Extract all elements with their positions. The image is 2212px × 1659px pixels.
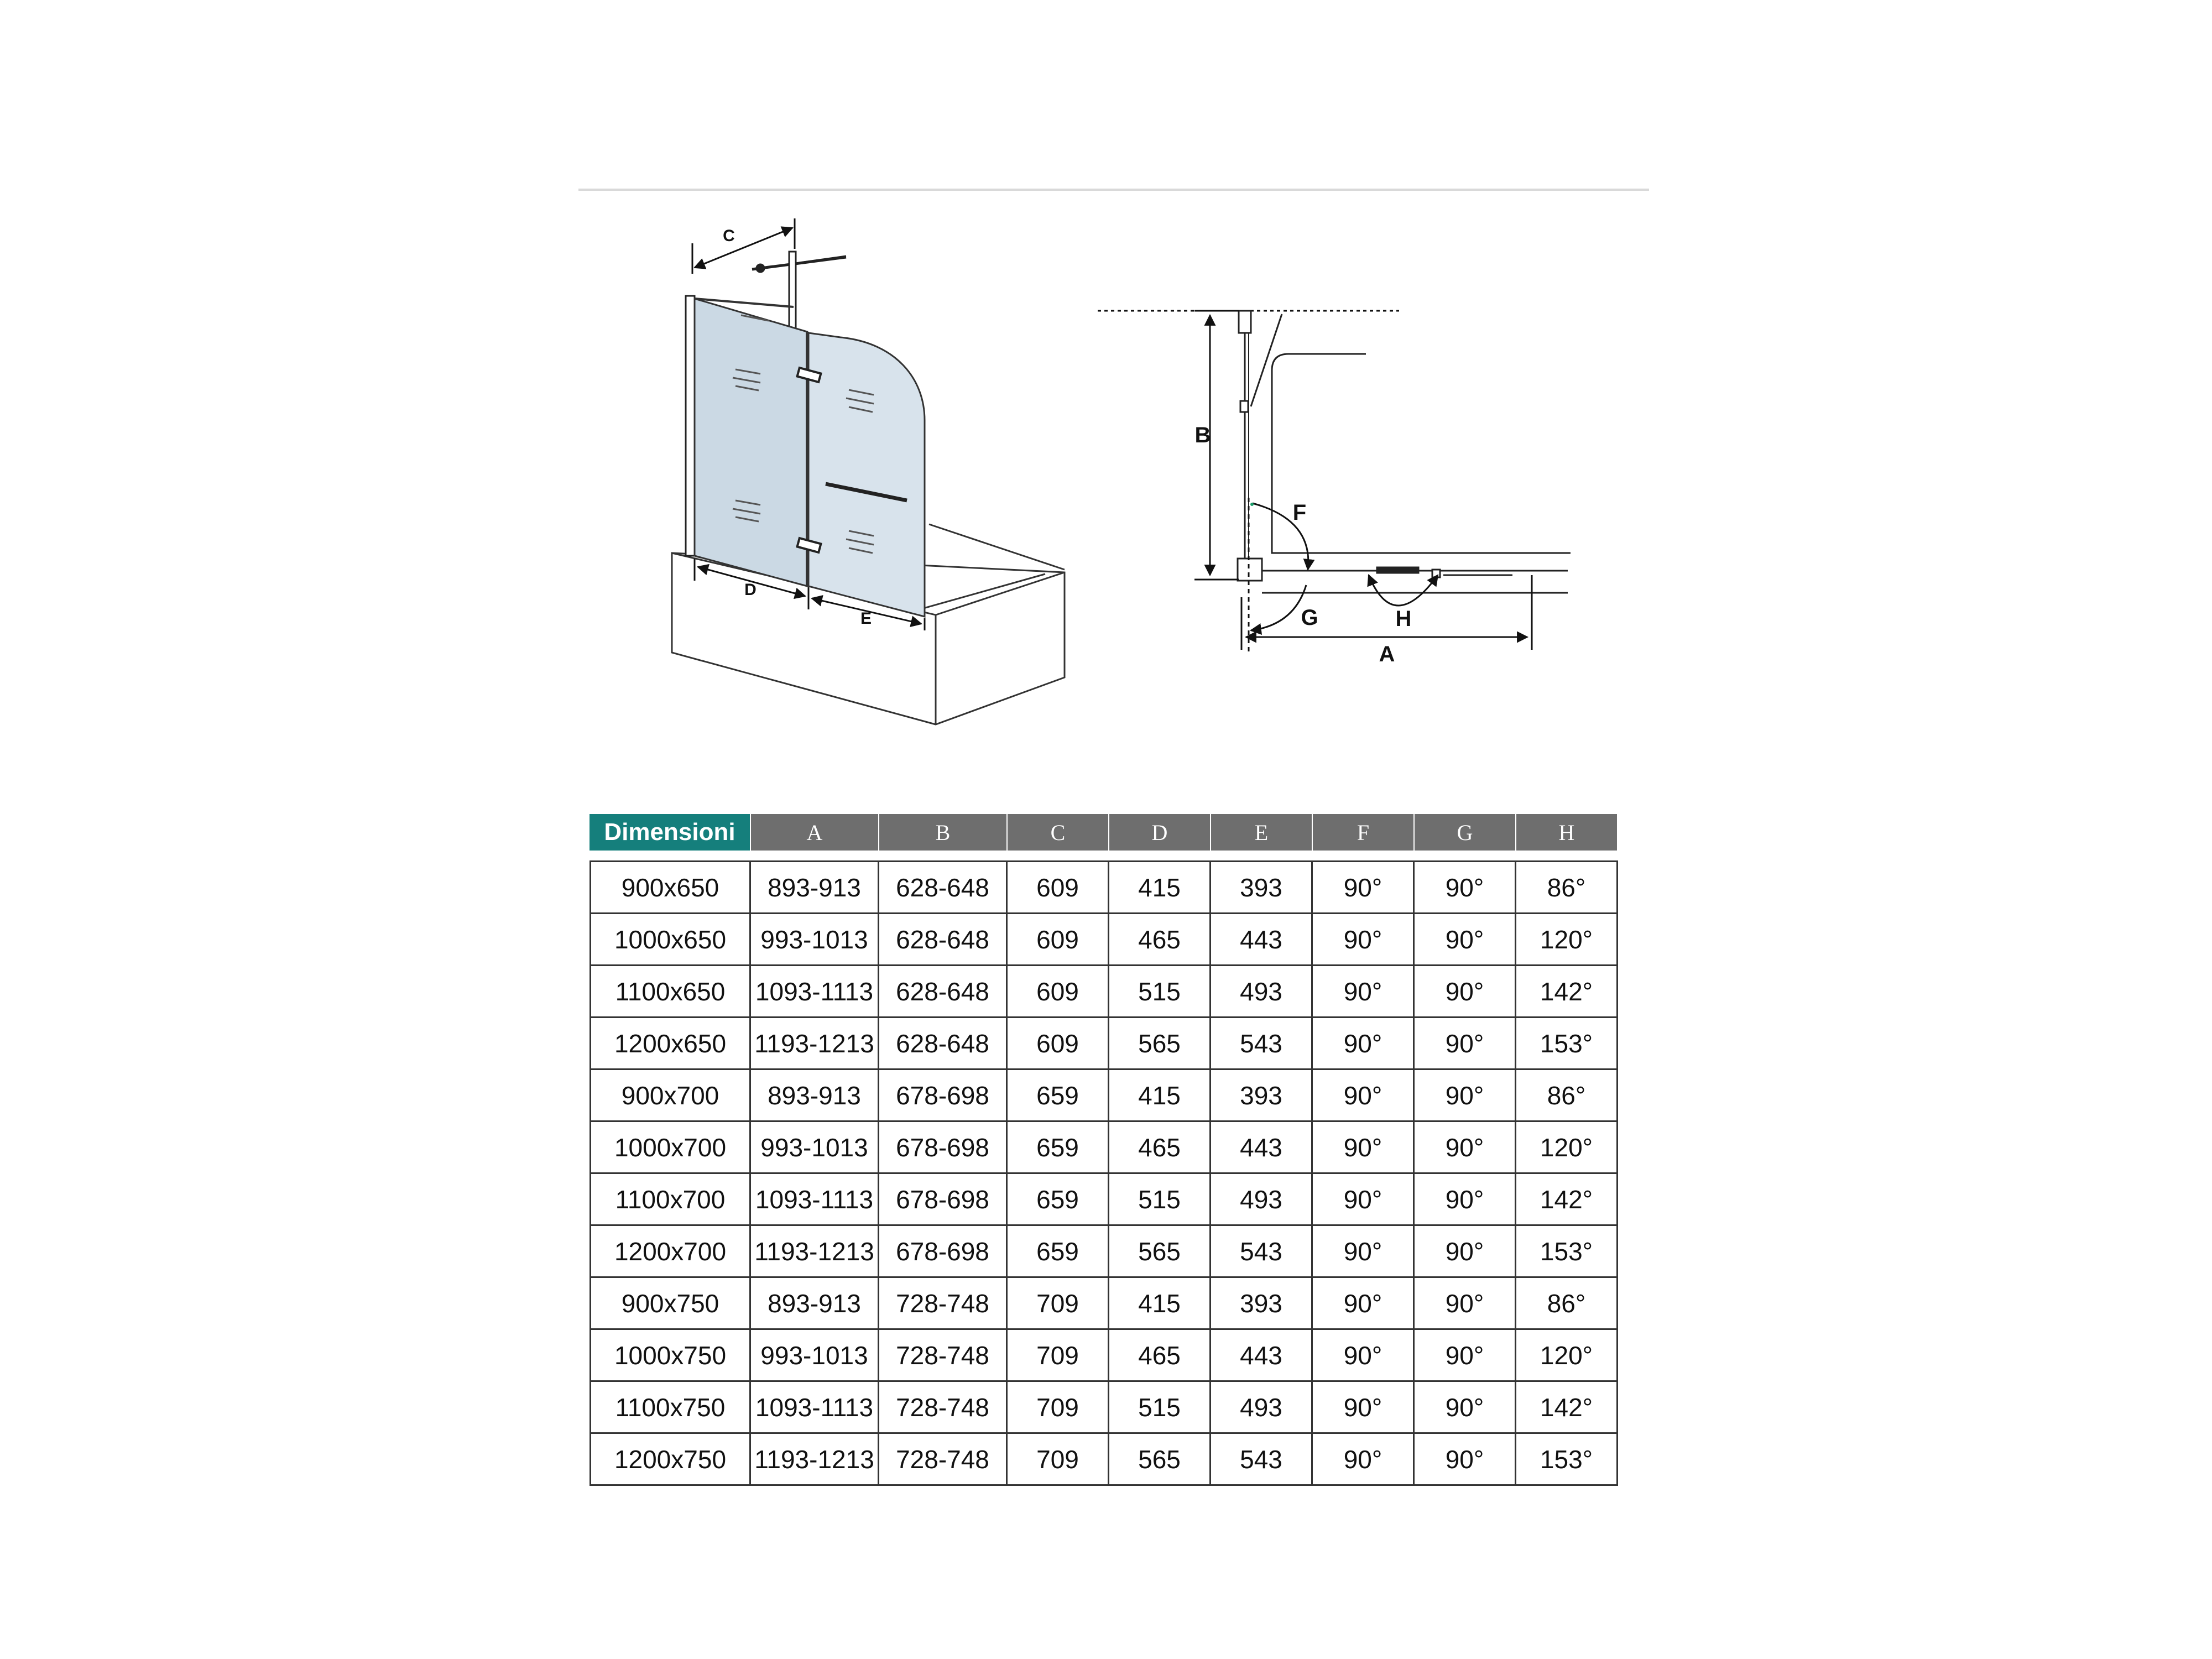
table-cell: 393 xyxy=(1211,1070,1313,1122)
table-cell: 153° xyxy=(1516,1434,1618,1486)
label-d: D xyxy=(744,581,757,599)
table-cell: 628-648 xyxy=(879,860,1008,914)
dimensions-table xyxy=(589,814,1618,1486)
table-cell: 90° xyxy=(1313,914,1415,966)
table-row xyxy=(589,860,1618,914)
table-cell: 543 xyxy=(1211,1434,1313,1486)
table-cell: 1093-1113 xyxy=(751,966,879,1018)
table-cell: 120° xyxy=(1516,1122,1618,1174)
table-cell: 443 xyxy=(1211,1330,1313,1382)
table-cell: 900x700 xyxy=(589,1070,751,1122)
table-cell: 893-913 xyxy=(751,860,879,914)
table-row xyxy=(589,1278,1618,1330)
table-cell: 628-648 xyxy=(879,1018,1008,1070)
table-cell: 415 xyxy=(1109,1278,1211,1330)
table-row xyxy=(589,1382,1618,1434)
support-bar xyxy=(752,256,846,272)
table-cell: 90° xyxy=(1313,1434,1415,1486)
table-cell: 465 xyxy=(1109,1330,1211,1382)
table-cell: 90° xyxy=(1313,966,1415,1018)
table-cell: 678-698 xyxy=(879,1070,1008,1122)
table-cell: 153° xyxy=(1516,1018,1618,1070)
column-header-dimensioni: Dimensioni xyxy=(589,814,751,851)
table-cell: 120° xyxy=(1516,1330,1618,1382)
table-cell: 90° xyxy=(1415,1330,1516,1382)
table-row xyxy=(589,1122,1618,1174)
table-cell: 728-748 xyxy=(879,1382,1008,1434)
table-cell: 90° xyxy=(1415,1278,1516,1330)
table-cell: 678-698 xyxy=(879,1174,1008,1226)
table-cell: 393 xyxy=(1211,1278,1313,1330)
table-cell: 728-748 xyxy=(879,1434,1008,1486)
table-row xyxy=(589,1226,1618,1278)
label-a: A xyxy=(1379,642,1395,664)
table-row xyxy=(589,1330,1618,1382)
table-cell: 1193-1213 xyxy=(751,1018,879,1070)
table-cell: 142° xyxy=(1516,1174,1618,1226)
table-cell: 90° xyxy=(1313,1018,1415,1070)
table-cell: 893-913 xyxy=(751,1278,879,1330)
column-header-e: E xyxy=(1211,814,1313,851)
column-header-h: H xyxy=(1516,814,1618,851)
table-cell: 90° xyxy=(1313,1226,1415,1278)
table-cell: 90° xyxy=(1415,1070,1516,1122)
table-cell: 678-698 xyxy=(879,1122,1008,1174)
table-cell: 90° xyxy=(1313,1122,1415,1174)
table-row xyxy=(589,1174,1618,1226)
table-cell: 709 xyxy=(1008,1278,1109,1330)
column-header-g: G xyxy=(1415,814,1516,851)
table-row xyxy=(589,1070,1618,1122)
screen-plan-diagram xyxy=(1092,299,1579,664)
table-cell: 86° xyxy=(1516,860,1618,914)
table-cell: 1000x750 xyxy=(589,1330,751,1382)
table-header-row xyxy=(589,814,1618,851)
table-cell: 90° xyxy=(1415,1382,1516,1434)
table-cell: 90° xyxy=(1313,860,1415,914)
table-cell: 90° xyxy=(1313,1174,1415,1226)
table-cell: 142° xyxy=(1516,1382,1618,1434)
table-row xyxy=(589,966,1618,1018)
table-row xyxy=(589,914,1618,966)
column-header-c: C xyxy=(1008,814,1109,851)
table-cell: 515 xyxy=(1109,1382,1211,1434)
table-cell: 728-748 xyxy=(879,1330,1008,1382)
table-cell: 1200x650 xyxy=(589,1018,751,1070)
table-cell: 709 xyxy=(1008,1382,1109,1434)
table-cell: 628-648 xyxy=(879,914,1008,966)
table-cell: 993-1013 xyxy=(751,1330,879,1382)
table-cell: 993-1013 xyxy=(751,914,879,966)
table-cell: 659 xyxy=(1008,1174,1109,1226)
table-cell: 443 xyxy=(1211,914,1313,966)
table-cell: 659 xyxy=(1008,1226,1109,1278)
table-cell: 90° xyxy=(1313,1382,1415,1434)
table-cell: 90° xyxy=(1415,1434,1516,1486)
table-cell: 659 xyxy=(1008,1070,1109,1122)
table-cell: 1000x650 xyxy=(589,914,751,966)
table-cell: 893-913 xyxy=(751,1070,879,1122)
label-f: F xyxy=(1292,500,1307,525)
column-header-f: F xyxy=(1313,814,1415,851)
table-cell: 415 xyxy=(1109,860,1211,914)
table-cell: 90° xyxy=(1415,914,1516,966)
table-cell: 900x650 xyxy=(589,860,751,914)
table-cell: 465 xyxy=(1109,914,1211,966)
table-cell: 1193-1213 xyxy=(751,1434,879,1486)
table-cell: 415 xyxy=(1109,1070,1211,1122)
top-divider xyxy=(578,189,1649,191)
table-cell: 1200x750 xyxy=(589,1434,751,1486)
table-cell: 90° xyxy=(1313,1070,1415,1122)
table-cell: 493 xyxy=(1211,966,1313,1018)
table-cell: 1100x700 xyxy=(589,1174,751,1226)
table-cell: 493 xyxy=(1211,1382,1313,1434)
table-cell: 1193-1213 xyxy=(751,1226,879,1278)
column-header-a: A xyxy=(751,814,879,851)
table-cell: 543 xyxy=(1211,1226,1313,1278)
table-cell: 120° xyxy=(1516,914,1618,966)
table-cell: 900x750 xyxy=(589,1278,751,1330)
table-cell: 709 xyxy=(1008,1434,1109,1486)
table-cell: 1100x650 xyxy=(589,966,751,1018)
table-cell: 1100x750 xyxy=(589,1382,751,1434)
angle-h xyxy=(1369,575,1438,606)
table-row xyxy=(589,1018,1618,1070)
table-cell: 90° xyxy=(1415,1174,1516,1226)
table-cell: 543 xyxy=(1211,1018,1313,1070)
table-cell: 993-1013 xyxy=(751,1122,879,1174)
table-cell: 90° xyxy=(1313,1278,1415,1330)
table-cell: 678-698 xyxy=(879,1226,1008,1278)
table-cell: 628-648 xyxy=(879,966,1008,1018)
table-cell: 1000x700 xyxy=(589,1122,751,1174)
table-cell: 609 xyxy=(1008,914,1109,966)
table-cell: 393 xyxy=(1211,860,1313,914)
table-cell: 493 xyxy=(1211,1174,1313,1226)
table-cell: 465 xyxy=(1109,1122,1211,1174)
table-cell: 515 xyxy=(1109,966,1211,1018)
table-cell: 90° xyxy=(1415,966,1516,1018)
table-cell: 565 xyxy=(1109,1018,1211,1070)
table-cell: 709 xyxy=(1008,1330,1109,1382)
table-cell: 153° xyxy=(1516,1226,1618,1278)
table-cell: 1093-1113 xyxy=(751,1174,879,1226)
table-cell: 609 xyxy=(1008,860,1109,914)
table-row xyxy=(589,1434,1618,1486)
label-e: E xyxy=(860,609,872,628)
table-cell: 90° xyxy=(1415,1122,1516,1174)
table-cell: 609 xyxy=(1008,1018,1109,1070)
column-header-d: D xyxy=(1109,814,1211,851)
label-h: H xyxy=(1395,607,1412,631)
screen-3d-diagram xyxy=(661,205,1087,730)
label-g: G xyxy=(1301,606,1318,630)
table-cell: 659 xyxy=(1008,1122,1109,1174)
table-cell: 443 xyxy=(1211,1122,1313,1174)
label-b: B xyxy=(1194,423,1211,447)
table-cell: 90° xyxy=(1313,1330,1415,1382)
dimension-a xyxy=(1241,575,1532,650)
table-cell: 86° xyxy=(1516,1278,1618,1330)
angle-g xyxy=(1251,585,1306,630)
table-cell: 515 xyxy=(1109,1174,1211,1226)
table-cell: 565 xyxy=(1109,1434,1211,1486)
table-cell: 1093-1113 xyxy=(751,1382,879,1434)
column-header-b: B xyxy=(879,814,1008,851)
table-cell: 86° xyxy=(1516,1070,1618,1122)
table-cell: 142° xyxy=(1516,966,1618,1018)
table-cell: 609 xyxy=(1008,966,1109,1018)
table-cell: 90° xyxy=(1415,860,1516,914)
table-cell: 90° xyxy=(1415,1018,1516,1070)
table-cell: 565 xyxy=(1109,1226,1211,1278)
table-cell: 1200x700 xyxy=(589,1226,751,1278)
wall-and-glass xyxy=(1238,311,1282,581)
table-cell: 728-748 xyxy=(879,1278,1008,1330)
table-cell: 90° xyxy=(1415,1226,1516,1278)
label-c: C xyxy=(723,227,735,245)
